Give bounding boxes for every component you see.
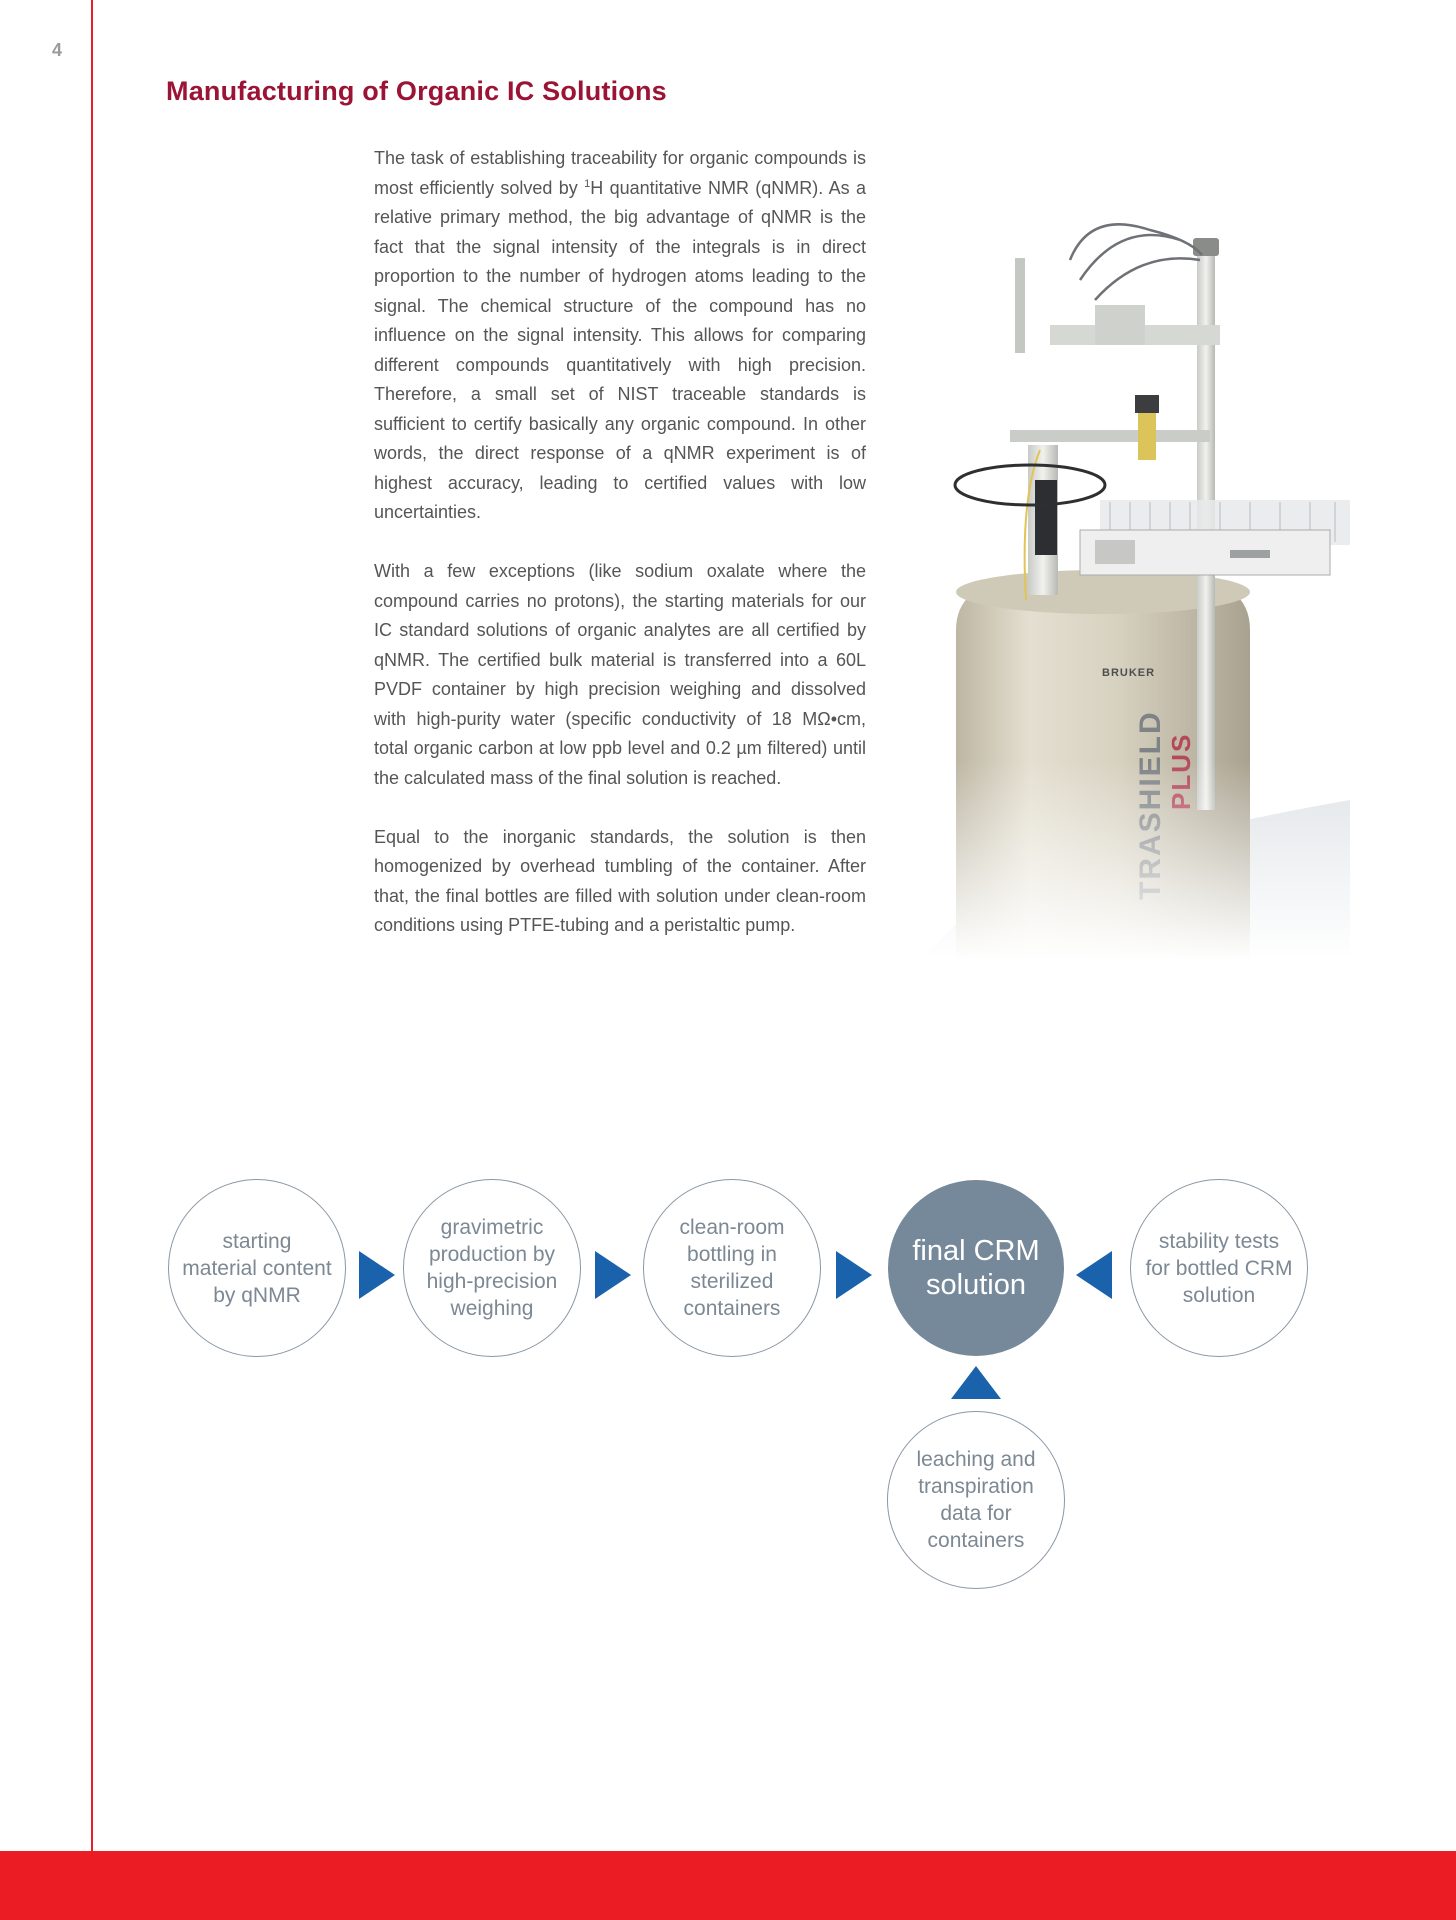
- node-line: containers: [927, 1529, 1025, 1552]
- page-number: 4: [52, 40, 63, 60]
- arrow-up-leaching: [951, 1366, 1001, 1399]
- step-gravimetric-production: [403, 1179, 581, 1357]
- probe-left: [1015, 258, 1025, 353]
- controller-panel: [1095, 540, 1135, 564]
- arrow-right-1: [359, 1251, 395, 1299]
- paragraph-qnmr: [374, 144, 866, 528]
- node-line: weighing: [450, 1297, 534, 1320]
- paragraph-qnmr-part-a: The task of establishing traceability for organic compounds is most efficiently solved by: [374, 148, 866, 198]
- pole-cap: [1193, 238, 1219, 256]
- syringe: [1138, 410, 1156, 460]
- arrow-right-2: [595, 1251, 631, 1299]
- brand-logo: BRUKER: [1102, 667, 1156, 679]
- node-line: starting: [222, 1229, 292, 1253]
- footer-bar: [0, 1851, 1456, 1920]
- injector: [1095, 305, 1145, 345]
- page-title: Manufacturing of Organic IC Solutions: [166, 76, 667, 106]
- tubing: [1070, 224, 1202, 300]
- syringe-top: [1135, 395, 1159, 413]
- node-line: stability tests: [1158, 1229, 1280, 1253]
- node-line: clean-room: [679, 1216, 785, 1239]
- margin-rule: [91, 0, 93, 1851]
- controller-display: [1230, 550, 1270, 558]
- stability-tests: [1130, 1179, 1308, 1357]
- mid-arm: [1010, 430, 1210, 442]
- node-line: final CRM: [912, 1235, 1040, 1267]
- step-starting-material: [168, 1179, 346, 1357]
- superscript-one: 1: [584, 177, 591, 190]
- node-line: transpiration: [918, 1475, 1034, 1498]
- node-line: production by: [428, 1243, 556, 1266]
- node-line: leaching and: [916, 1448, 1036, 1471]
- step-clean-room-bottling: [643, 1179, 821, 1357]
- nmr-spectrometer-photo: [920, 200, 1350, 960]
- paragraph-qnmr-part-b: H quantitative NMR (qNMR). As a relative primary method, the big advantage of qNMR is the fact that the signal intensity of the integrals is in direct proportion to the number of hydrogen atoms leading to the signal. The chemical structure of the compound has no influence on the signal intensity. This allows for comparing different compounds quantitatively with high precision. Therefore, a small set of NIST traceable standards is sufficient to certify basically any organic compound. In other words, the direct response of a qNMR experiment is of highest accuracy, leading to certified values with low uncertainties.: [374, 177, 866, 522]
- node-line: for bottled CRM: [1145, 1256, 1293, 1280]
- photo-fade: [920, 760, 1350, 960]
- final-crm-solution: [888, 1180, 1064, 1356]
- node-line: data for: [940, 1502, 1012, 1525]
- node-line: solution: [926, 1269, 1026, 1301]
- node-line: by qNMR: [213, 1283, 301, 1307]
- node-line: high-precision: [426, 1270, 558, 1293]
- node-line: containers: [683, 1297, 781, 1320]
- detector: [1035, 480, 1057, 555]
- arrow-left-stability: [1076, 1251, 1112, 1299]
- node-line: material content: [182, 1256, 332, 1280]
- body-text: [374, 144, 866, 970]
- node-line: gravimetric: [440, 1216, 544, 1239]
- leaching-transpiration-data: [887, 1411, 1065, 1589]
- arrow-right-3: [836, 1251, 872, 1299]
- paragraph-starting-materials: With a few exceptions (like sodium oxalate where the compound carries no protons), the starting materials for our IC standard solutions of organic analytes are all certified by qNMR. The certified bulk material is transferred into a 60L PVDF container by high precision weighing and dissolved with high-purity water (specific conductivity of 18 MΩ•cm, total organic carbon at low ppb level and 0.2 µm filtered) until the calculated mass of the final solution is reached.: [374, 561, 866, 788]
- node-line: bottling in: [687, 1243, 777, 1266]
- paragraph-homogenization: Equal to the inorganic standards, the solution is then homogenized by overhead tumbling of the container. After that, the final bottles are filled with solution under clean-room conditions using PTFE-tubing and a peristaltic pump.: [374, 826, 866, 935]
- node-line: sterilized: [690, 1270, 774, 1293]
- node-line: solution: [1182, 1283, 1256, 1307]
